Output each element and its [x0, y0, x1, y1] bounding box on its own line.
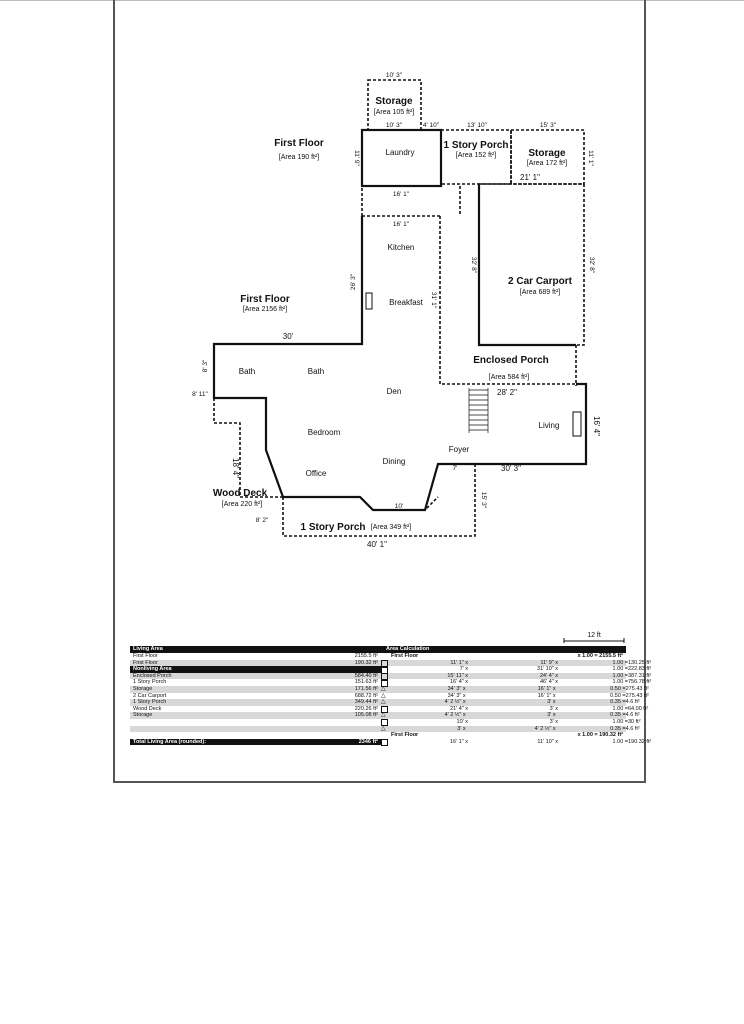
table-row [130, 692, 649, 700]
kitchen-label: Kitchen [387, 243, 415, 252]
calc-mult: 0.50 = [610, 692, 626, 699]
dim-15-3: 15' 3" [539, 122, 557, 129]
square-icon [381, 666, 388, 673]
storage-right-label: Storage [528, 148, 566, 159]
square-icon [381, 706, 388, 713]
calc-result: 30 ft² [628, 718, 641, 725]
calc-dim2: 16' 1" x [537, 685, 556, 692]
table-row [130, 712, 640, 719]
row-area: 688.72 ft² [354, 692, 378, 699]
dim-21-1: 21' 1" [520, 173, 540, 182]
row-area: 105.08 ft² [354, 712, 378, 719]
row-area: 2155.5 ft² [354, 653, 378, 659]
laundry-walls [362, 130, 441, 186]
table-row [130, 685, 649, 693]
row-area: 349.44 ft² [354, 699, 378, 706]
dim-15-3-porch: 15' 3" [480, 491, 487, 509]
table-row [130, 672, 652, 680]
dining-label: Dining [382, 457, 406, 466]
total-d1: 16' 1" x [450, 738, 468, 745]
dim-7: 7' [452, 465, 458, 472]
calc-dim2: 4' 2 ½" x [534, 725, 556, 732]
row-area: 220.26 ft² [354, 705, 378, 712]
first-floor-main-area: [Area 2156 ft²] [242, 306, 288, 313]
square-icon [381, 719, 388, 726]
wood-deck-label: Wood Deck [212, 488, 268, 499]
porch-top-area: [Area 152 ft²] [455, 152, 497, 159]
calc-dim1: 10' x [456, 718, 468, 725]
living-area-header: Living Area [133, 646, 163, 652]
enclosed-porch-label: Enclosed Porch [473, 355, 549, 366]
calc-dim1: 3' x [457, 725, 466, 732]
row-name: Enclosed Porch [133, 672, 172, 679]
blank-box [383, 653, 391, 660]
porch-bottom-area: [Area 349 ft²] [370, 524, 412, 531]
foyer-label: Foyer [448, 445, 470, 454]
storage-top-label: Storage [375, 96, 413, 107]
blank-box [383, 732, 391, 739]
calc-result: 64.00 ft² [628, 705, 649, 712]
table-row [130, 705, 649, 713]
table-row [130, 653, 626, 660]
row-name [130, 726, 323, 733]
row-name [130, 719, 323, 726]
dim-18-4: 18' 4" [231, 458, 240, 478]
square-icon [381, 673, 388, 680]
enclosed-porch-area: [Area 584 ft²] [488, 374, 530, 381]
laundry-label: Laundry [385, 148, 415, 157]
calc-result: 4.6 ft² [625, 712, 640, 719]
calc-dim2: 24' 4" x [540, 672, 558, 679]
dim-32-8-left: 32' 8" [470, 256, 477, 274]
scale-bar [564, 632, 624, 643]
dim-16-1-upper: 16' 1" [392, 191, 410, 198]
calc-dim1: 34' 3" x [447, 692, 466, 699]
carport-outline [479, 184, 584, 345]
row-area: 584.40 ft² [354, 672, 378, 679]
dim-30: 30' [282, 332, 294, 341]
calc-mult: 0.50 = [610, 685, 626, 692]
area-table-rows [130, 653, 652, 739]
dim-8-3: 8' 3" [202, 359, 209, 373]
total-res: 190.32 ft² [628, 738, 652, 745]
row-area: 190.32 ft² [354, 659, 378, 666]
calc-dim1: 16' 4" x [450, 679, 468, 686]
breakfast-label: Breakfast [389, 298, 423, 307]
total-label: Total Living Area (rounded): [133, 738, 207, 745]
first-floor-small-label: First Floor [274, 138, 324, 149]
carport-label: 2 Car Carport [508, 276, 572, 287]
row-area [323, 719, 381, 726]
office-label: Office [305, 469, 327, 478]
calc-dim2: 3' x [547, 712, 556, 719]
calc-result: 4.6 ft² [625, 725, 640, 732]
scale-label: 12 ft [587, 632, 601, 639]
row-name: First Floor [133, 653, 158, 659]
area-table [130, 646, 652, 745]
wood-deck-area: [Area 220 ft²] [221, 501, 263, 508]
area-table-header [130, 646, 626, 653]
calc-result: 130.25 ft² [628, 659, 652, 666]
row-name: Storage [133, 685, 153, 692]
fireplace-icon [573, 412, 581, 436]
dim-32-8-right: 32' 8" [588, 256, 595, 274]
calc-dim2: 11' 9" x [540, 659, 558, 666]
calc-mult: 1.00 = [612, 718, 628, 725]
calc-dim2: 3' x [549, 705, 558, 712]
dim-28-2: 28' 2" [497, 388, 517, 397]
calc-mult: 1.00 = [612, 672, 628, 679]
dim-30-3: 30' 3" [501, 464, 521, 473]
dim-31-1: 31' 1" [430, 291, 437, 309]
bath2-label: Bath [307, 367, 325, 376]
calc-result: 275.43 ft² [625, 692, 649, 699]
triangle-icon: △ [381, 699, 386, 706]
calc-result: 4.6 ft² [625, 699, 640, 706]
solid-walls [214, 130, 586, 510]
porch-top-label: 1 Story Porch [443, 140, 509, 151]
dim-13-10: 13' 10" [467, 122, 487, 129]
row-name: 1 Story Porch [133, 679, 167, 686]
row-area: 171.56 ft² [354, 685, 378, 692]
calc-label: First Floor [391, 732, 419, 739]
bedroom-label: Bedroom [307, 428, 341, 437]
carport-area: [Area 689 ft²] [519, 289, 561, 296]
total-mult: 1.00 = [612, 738, 628, 745]
calc-dim2: 46' 4" x [540, 679, 558, 686]
total-value: 2346 ft² [358, 738, 378, 745]
calc-result: 222.83 ft² [628, 666, 652, 673]
first-floor-small-area: [Area 190 ft²] [278, 154, 320, 161]
triangle-icon: △ [381, 725, 386, 732]
dim-40-1: 40' 1" [367, 540, 387, 549]
calc-mult: 1.00 = [612, 666, 628, 673]
dim-10: 10' [394, 503, 404, 510]
table-row [130, 732, 626, 739]
square-icon [381, 660, 388, 667]
dim-4-10: 4' 10" [422, 122, 440, 129]
total-box [381, 739, 388, 746]
table-row [130, 699, 640, 706]
dim-16-1-lower: 16' 1" [392, 221, 410, 228]
calc-dim1: 34' 3" x [447, 685, 466, 692]
calc-dim2: 16' 1" x [537, 692, 556, 699]
calc-mult: 1.00 = [612, 659, 628, 666]
porch-bottom-label: 1 Story Porch [300, 522, 366, 533]
calc-dim1: 4' 2 ½" x [444, 699, 466, 706]
calc-label: First Floor [391, 653, 419, 659]
area-calc-header: Area Calculation [386, 646, 430, 652]
calc-dim2: 3' x [549, 718, 558, 725]
dim-26-3: 26' 3" [350, 273, 357, 291]
table-row [130, 659, 652, 667]
row-name: 2 Car Carport [133, 692, 167, 699]
calc-result: 387.31 ft² [628, 672, 652, 679]
row-name: First Floor [133, 659, 158, 666]
row-area [323, 666, 381, 673]
calc-mult: 0.35 = [610, 699, 626, 706]
calc-mult: 0.35 = [610, 725, 626, 732]
triangle-icon: △ [381, 712, 386, 719]
carport-solid [479, 184, 576, 345]
calc-dim1: 11' 1" x [450, 659, 468, 666]
total-d2: 11' 10" x [537, 738, 558, 745]
row-name: Nonliving Area [133, 666, 172, 673]
den-label: Den [386, 387, 402, 396]
calc-dim1: 4' 2 ½" x [444, 712, 466, 719]
row-name [130, 732, 323, 739]
calc-mult: 1.00 = [612, 679, 628, 686]
calc-result: x 1.00 = 190.32 ft² [577, 732, 623, 739]
table-row [130, 725, 640, 733]
row-area [323, 732, 381, 739]
calc-dim1: 15' 11" x [447, 672, 468, 679]
living-label: Living [538, 421, 560, 430]
bath1-label: Bath [238, 367, 256, 376]
dim-storage-top-bottom: 10' 3" [385, 122, 403, 129]
dim-11-1: 11' 1" [587, 150, 594, 166]
calc-dim2: 31' 10" x [536, 666, 558, 673]
first-floor-main-label: First Floor [240, 294, 290, 305]
total-row [130, 738, 652, 746]
dim-16-4: 16' 4" [592, 416, 601, 436]
stair-lines [469, 388, 488, 433]
row-name: Wood Deck [133, 705, 162, 712]
calc-result: 756.78 ft² [628, 679, 652, 686]
calc-dim1: 7' x [459, 666, 468, 673]
storage-top-area: [Area 105 ft²] [373, 109, 415, 116]
table-row [130, 679, 652, 686]
calc-result: x 1.00 = 2155.5 ft² [577, 653, 623, 659]
table-row [130, 718, 641, 726]
dim-11-9: 11' 9" [353, 150, 360, 166]
table-row [130, 666, 652, 673]
calc-mult: 0.35 = [610, 712, 626, 719]
dim-8-2: 8' 2" [255, 517, 269, 524]
row-name: 1 Story Porch [133, 699, 167, 706]
triangle-icon: △ [381, 692, 386, 699]
calc-dim2: 3' x [547, 699, 556, 706]
row-name: Storage [133, 712, 153, 719]
calc-result: 275.43 ft² [625, 685, 649, 692]
dim-8-11: 8' 11" [192, 391, 208, 398]
triangle-icon: △ [381, 685, 386, 692]
calc-mult: 1.00 = [612, 705, 628, 712]
square-icon [381, 679, 388, 686]
fridge-icon [366, 293, 372, 309]
calc-dim1: 21' 4" x [450, 705, 468, 712]
storage-right-area: [Area 172 ft²] [526, 160, 568, 167]
wood-deck-outline [214, 398, 283, 497]
row-area: 151.63 ft² [354, 679, 378, 686]
row-area [323, 726, 381, 733]
dim-storage-top-width: 10' 3" [385, 72, 403, 79]
